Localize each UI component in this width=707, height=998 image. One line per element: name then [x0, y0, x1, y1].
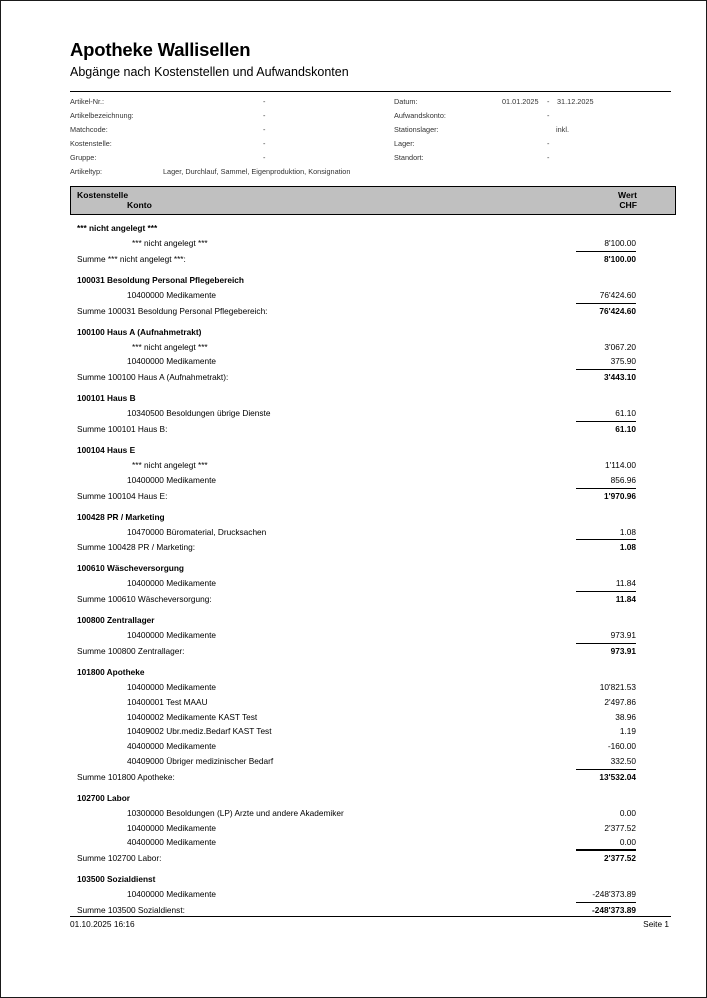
subtotal-row	[70, 769, 674, 785]
account-amount: 38.96	[615, 711, 636, 722]
account-amount: 76'424.60	[599, 289, 636, 300]
account-row	[70, 525, 674, 540]
account-label: 10400000 Medikamente	[127, 889, 217, 900]
account-row	[70, 680, 674, 695]
account-amount: 375.90	[610, 356, 636, 367]
filter-value: -	[547, 139, 550, 148]
subtotal-label: Summe 100031 Besoldung Personal Pflegebereich:	[77, 305, 268, 316]
cost-center-heading: 102700 Labor	[77, 792, 131, 803]
account-row	[70, 458, 674, 473]
cost-center-group	[70, 510, 674, 556]
column-header-wert: Wert	[618, 190, 637, 200]
cost-center-heading: 100104 Haus E	[77, 444, 136, 455]
account-amount: 10'821.53	[599, 681, 636, 692]
cost-center-group	[70, 561, 674, 607]
filter-label: Datum:	[394, 97, 418, 106]
cost-center-group	[70, 391, 674, 437]
header-divider	[70, 91, 671, 92]
account-row	[70, 739, 674, 754]
account-label: 10470000 Büromaterial, Drucksachen	[127, 526, 267, 537]
account-row	[70, 754, 674, 769]
account-row	[70, 288, 674, 303]
filter-label: Kostenstelle:	[70, 139, 112, 148]
account-amount: 0.00	[619, 837, 636, 848]
account-row	[70, 835, 674, 850]
account-row	[70, 473, 674, 488]
date-to: 31.12.2025	[557, 97, 594, 106]
account-label: 10400000 Medikamente	[127, 822, 217, 833]
subtotal-row	[70, 488, 674, 504]
filter-datum	[394, 95, 674, 109]
account-label: *** nicht angelegt ***	[132, 459, 208, 470]
cost-center-heading: 101800 Apotheke	[77, 666, 145, 677]
account-row	[70, 406, 674, 421]
account-row	[70, 724, 674, 739]
account-amount: 2'377.52	[604, 822, 636, 833]
account-amount: -160.00	[607, 741, 636, 752]
filter-value: -	[263, 139, 266, 148]
account-label: 10340500 Besoldungen übrige Dienste	[127, 408, 271, 419]
filter-gruppe	[70, 151, 380, 165]
subtotal-label: Summe 101800 Apotheke:	[77, 771, 175, 782]
cost-center-heading: 100100 Haus A (Aufnahmetrakt)	[77, 326, 202, 337]
cost-center-heading: 100101 Haus B	[77, 393, 136, 404]
subtotal-row	[70, 591, 674, 607]
report-title: Apotheke Wallisellen	[70, 39, 251, 60]
subtotal-amount: -248'373.89	[592, 904, 636, 915]
subtotal-amount: 3'443.10	[604, 372, 636, 383]
subtotal-row	[70, 251, 674, 267]
filter-lager	[394, 137, 674, 151]
account-amount: 1'114.00	[605, 459, 636, 470]
cost-center-heading: *** nicht angelegt ***	[77, 223, 158, 233]
subtotal-label: Summe 100100 Haus A (Aufnahmetrakt):	[77, 372, 229, 383]
account-label: 40409000 Übriger medizinischer Bedarf	[127, 755, 274, 766]
account-label: 40400000 Medikamente	[127, 837, 217, 848]
account-row	[70, 576, 674, 591]
account-label: 10409002 Ubr.mediz.Bedarf KAST Test	[127, 726, 272, 737]
filter-value: inkl.	[556, 125, 569, 134]
subtotal-label: Summe 103500 Sozialdienst:	[77, 904, 185, 915]
account-amount: -248'373.89	[592, 889, 636, 900]
subtotal-row	[70, 643, 674, 659]
cost-center-heading: 103500 Sozialdienst	[77, 874, 156, 885]
subtotal-label: Summe 102700 Labor:	[77, 853, 162, 864]
account-label: 10400000 Medikamente	[127, 578, 217, 589]
subtotal-label: Summe 100610 Wäscheversorgung:	[77, 594, 212, 605]
filter-stationslager	[394, 123, 674, 137]
account-amount: 1.08	[619, 526, 636, 537]
filter-label: Aufwandskonto:	[394, 111, 446, 120]
subtotal-label: Summe 100101 Haus B:	[77, 423, 168, 434]
subtotal-label: Summe *** nicht angelegt ***:	[77, 253, 186, 264]
account-label: 40400000 Medikamente	[127, 741, 217, 752]
subtotal-amount: 11.84	[615, 594, 636, 605]
filter-label: Stationslager:	[394, 125, 439, 134]
print-timestamp: 01.10.2025 16:16	[70, 919, 135, 929]
subtotal-amount: 973.91	[610, 645, 636, 656]
filter-aufwandskonto	[394, 109, 674, 123]
subtotal-row	[70, 303, 674, 319]
cost-center-group	[70, 791, 674, 866]
filter-value: Lager, Durchlauf, Sammel, Eigenproduktion, Konsignation	[163, 167, 351, 176]
table-header	[70, 186, 676, 215]
filter-artikeltyp	[70, 165, 380, 179]
account-label: 10400000 Medikamente	[127, 474, 217, 485]
account-label: 10300000 Besoldungen (LP) Arzte und andere Akademiker	[127, 807, 344, 818]
filter-label: Artikeltyp:	[70, 167, 103, 176]
account-amount: 2'497.86	[604, 696, 636, 707]
subtotal-row	[70, 421, 674, 437]
cost-center-heading: 100031 Besoldung Personal Pflegebereich	[77, 274, 244, 285]
filter-panel-left	[70, 95, 380, 179]
account-label: 10400000 Medikamente	[127, 289, 217, 300]
cost-center-group	[70, 221, 674, 267]
cost-center-group	[70, 325, 674, 386]
account-row	[70, 710, 674, 725]
filter-value: -	[263, 111, 266, 120]
account-label: *** nicht angelegt ***	[132, 341, 208, 352]
account-amount: 11.84	[615, 578, 636, 589]
report-subtitle: Abgänge nach Kostenstellen und Aufwandskonten	[70, 65, 349, 79]
filter-matchcode	[70, 123, 380, 137]
account-amount: 3'067.20	[604, 341, 636, 352]
filter-panel-right	[394, 95, 674, 165]
footer-divider	[70, 916, 671, 917]
subtotal-row	[70, 369, 674, 385]
column-header-konto: Konto	[127, 200, 152, 210]
filter-artikel-nr	[70, 95, 380, 109]
filter-label: Standort:	[394, 153, 424, 162]
subtotal-amount: 1'970.96	[604, 490, 636, 501]
subtotal-label: Summe 100104 Haus E:	[77, 490, 168, 501]
subtotal-row	[70, 850, 674, 866]
page-number: Seite 1	[643, 919, 669, 929]
filter-value: -	[263, 125, 266, 134]
subtotal-amount: 8'100.00	[604, 253, 636, 264]
cost-center-heading: 100800 Zentrallager	[77, 615, 155, 626]
account-amount: 856.96	[610, 474, 636, 485]
subtotal-row	[70, 539, 674, 555]
account-label: 10400001 Test MAAU	[127, 696, 208, 707]
account-amount: 8'100.00	[604, 238, 636, 248]
subtotal-amount: 61.10	[615, 423, 636, 434]
subtotal-amount: 2'377.52	[604, 853, 636, 864]
subtotal-label: Summe 100800 Zentrallager:	[77, 645, 185, 656]
cost-center-group	[70, 872, 674, 918]
date-from: 01.01.2025	[502, 97, 539, 106]
date-separator: -	[547, 97, 550, 106]
cost-center-group	[70, 665, 674, 785]
account-amount: 0.00	[619, 807, 636, 818]
account-label: 10400000 Medikamente	[127, 681, 217, 692]
filter-value: -	[263, 153, 266, 162]
subtotal-amount: 76'424.60	[599, 305, 636, 316]
account-row	[70, 354, 674, 369]
account-row	[70, 340, 674, 355]
filter-kostenstelle	[70, 137, 380, 151]
filter-standort	[394, 151, 674, 165]
filter-value: -	[263, 97, 266, 106]
account-row	[70, 887, 674, 902]
account-row	[70, 236, 674, 251]
account-label: *** nicht angelegt ***	[132, 238, 208, 248]
account-row	[70, 695, 674, 710]
subtotal-amount: 1.08	[619, 542, 636, 553]
account-label: 10400000 Medikamente	[127, 630, 217, 641]
filter-label: Gruppe:	[70, 153, 97, 162]
account-label: 10400002 Medikamente KAST Test	[127, 711, 258, 722]
subtotal-label: Summe 100428 PR / Marketing:	[77, 542, 196, 553]
column-header-chf: CHF	[619, 200, 637, 210]
account-label: 10400000 Medikamente	[127, 356, 217, 367]
filter-label: Lager:	[394, 139, 415, 148]
account-amount: 1.19	[619, 726, 636, 737]
account-row	[70, 821, 674, 836]
cost-center-group	[70, 273, 674, 319]
report-body	[70, 215, 674, 918]
account-amount: 973.91	[610, 630, 636, 641]
account-row	[70, 628, 674, 643]
filter-value: -	[547, 111, 550, 120]
column-header-kostenstelle: Kostenstelle	[77, 190, 129, 200]
cost-center-group	[70, 443, 674, 504]
account-amount: 61.10	[615, 408, 636, 419]
filter-artikelbezeichnung	[70, 109, 380, 123]
account-row	[70, 806, 674, 821]
subtotal-amount: 13'532.04	[599, 771, 636, 782]
account-amount: 332.50	[610, 755, 636, 766]
cost-center-heading: 100610 Wäscheversorgung	[77, 563, 184, 574]
filter-value: -	[547, 153, 550, 162]
filter-label: Artikelbezeichnung:	[70, 111, 134, 120]
cost-center-heading: 100428 PR / Marketing	[77, 511, 165, 522]
filter-label: Matchcode:	[70, 125, 108, 134]
filter-label: Artikel-Nr.:	[70, 97, 105, 106]
cost-center-group	[70, 613, 674, 659]
